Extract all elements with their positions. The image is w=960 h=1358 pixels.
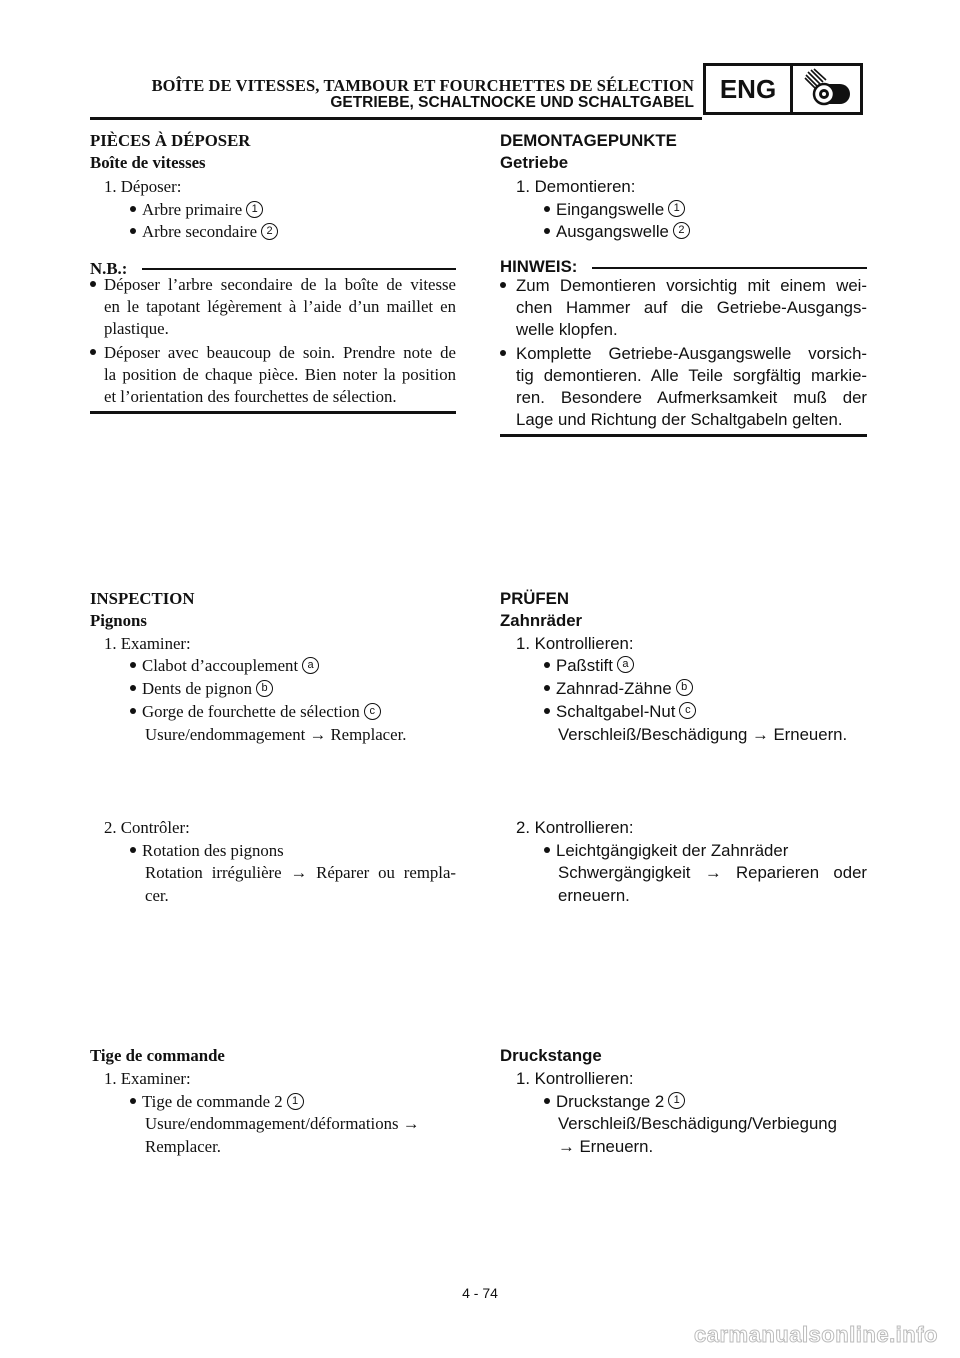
callout-b: b (256, 680, 273, 697)
de-rod-result-line-1: Verschleiß/Beschädigung/Verbiegung (558, 1114, 837, 1133)
watermark: carmanualsonline.info (694, 1322, 938, 1347)
de-rod-step-1: 1. Kontrollieren: (516, 1069, 634, 1088)
de-gears-heading: Zahnräder (500, 611, 583, 630)
de-note-1-line-1: Zum Demontieren vorsichtig mit einem wei- (516, 276, 867, 295)
de-insp-item-a: Paßstift a (544, 656, 634, 676)
de-insp-step-1: 1. Kontrollieren: (516, 634, 634, 653)
de-rod-result-line-2: → Erneuern. (558, 1137, 654, 1156)
de-step-1: 1. Demontieren: (516, 177, 636, 196)
fr-removal-heading: PIÈCES À DÉPOSER (90, 131, 251, 150)
fr-note-2-bullet (90, 343, 102, 363)
de-rod-heading: Druckstange (500, 1046, 602, 1065)
de-note-1-line-2: chen Hammer auf die Getriebe-Ausgangs- (516, 298, 867, 317)
fr-insp-item-b: Dents de pignon b (130, 679, 273, 699)
header-rule (90, 117, 702, 120)
fr-note-2-line-3: et l’orientation des fourchettes de sélection. (104, 387, 397, 406)
de-note-2-line-3: ren. Besondere Aufmerksamkeit muß der (516, 388, 867, 407)
de-note-2-line-4: Lage und Richtung der Schaltgabeln gelten. (516, 410, 843, 429)
de-note-label: HINWEIS: (500, 257, 578, 276)
de-rod-item: Druckstange 2 1 (544, 1092, 685, 1112)
fr-insp-result-2-line-1: Rotation irrégulière → Réparer ou rempla- (145, 863, 456, 882)
callout-c: c (364, 703, 381, 720)
fr-insp-result-2-line-2: cer. (145, 886, 169, 905)
fr-note-1-line-2: en le tapotant légèrement à l’aide d’un maillet en (104, 297, 456, 316)
callout-1: 1 (246, 201, 263, 218)
fr-note-rule (142, 268, 456, 270)
de-note-rule (592, 267, 867, 269)
fr-note-1-line-1: Déposer l’arbre secondaire de la boîte de vitesse (104, 275, 456, 294)
fr-item-primary: Arbre primaire 1 (130, 200, 263, 220)
fr-insp-item-a: Clabot d’accouplement a (130, 656, 319, 676)
de-gearbox-heading: Getriebe (500, 153, 569, 172)
fr-rod-result-line-2: Remplacer. (145, 1137, 221, 1156)
fr-insp-result-1: Usure/endommagement → Remplacer. (145, 725, 407, 744)
fr-insp-item-c: Gorge de fourchette de sélection c (130, 702, 381, 722)
callout-2: 2 (261, 223, 278, 240)
de-note-1-line-3: welle klopfen. (516, 320, 618, 339)
fr-note-2-line-1: Déposer avec beaucoup de soin. Prendre note de (104, 343, 456, 362)
callout-1: 1 (668, 200, 685, 217)
de-note-end-rule (500, 434, 867, 437)
de-insp-item-b: Zahnrad-Zähne b (544, 679, 693, 699)
de-item-primary: Eingangswelle 1 (544, 200, 685, 220)
de-insp-result-2-line-2: erneuern. (558, 886, 630, 905)
de-note-2-line-1: Komplette Getriebe-Ausgangswelle vorsich- (516, 344, 867, 363)
page-number: 4 - 74 (462, 1285, 498, 1301)
callout-a: a (617, 656, 634, 673)
fr-rod-heading: Tige de commande (90, 1046, 225, 1065)
de-insp-result-2-line-1: Schwergängigkeit → Reparieren oder (558, 863, 867, 882)
callout-a: a (302, 657, 319, 674)
callout-c: c (679, 702, 696, 719)
fr-note-1-line-3: plastique. (104, 319, 169, 338)
fr-insp-step-2: 2. Contrôler: (104, 818, 190, 837)
callout-b: b (676, 679, 693, 696)
de-insp-item-c: Schaltgabel-Nut c (544, 702, 696, 722)
fr-note-end-rule (90, 411, 456, 414)
fr-note-label: N.B.: (90, 259, 128, 278)
header-title-fr: BOÎTE DE VITESSES, TAMBOUR ET FOURCHETTES DE SÉLECTION (151, 76, 694, 95)
callout-1: 1 (287, 1093, 304, 1110)
de-insp-item-smoothness: Leichtgängigkeit der Zahnräder (544, 841, 788, 861)
de-inspection-heading: PRÜFEN (500, 589, 569, 608)
section-badge (703, 63, 863, 115)
fr-note-2-line-2: la position de chaque pièce. Bien noter la position (104, 365, 456, 384)
de-note-2-bullet (500, 344, 512, 364)
fr-rod-step-1: 1. Examiner: (104, 1069, 191, 1088)
fr-step-1: 1. Déposer: (104, 177, 182, 196)
fr-rod-item: Tige de commande 2 1 (130, 1092, 304, 1112)
de-item-secondary: Ausgangswelle 2 (544, 222, 690, 242)
fr-insp-step-1: 1. Examiner: (104, 634, 191, 653)
callout-2: 2 (673, 222, 690, 239)
fr-inspection-heading: INSPECTION (90, 589, 195, 608)
de-note-1-bullet (500, 276, 512, 296)
fr-rod-result-line-1: Usure/endommagement/déformations → (145, 1114, 420, 1133)
section-badge-label: ENG (706, 66, 793, 112)
fr-note-1-bullet (90, 275, 102, 295)
header-title-de: GETRIEBE, SCHALTNOCKE UND SCHALTGABEL (330, 94, 694, 111)
fr-gears-heading: Pignons (90, 611, 147, 630)
de-removal-heading: DEMONTAGEPUNKTE (500, 131, 677, 150)
fr-item-secondary: Arbre secondaire 2 (130, 222, 278, 242)
fr-insp-item-rotation: Rotation des pignons (130, 841, 284, 861)
callout-1: 1 (668, 1092, 685, 1109)
engine-gear-icon (790, 66, 860, 112)
fr-gearbox-heading: Boîte de vitesses (90, 153, 206, 172)
de-note-2-line-2: tig demontieren. Alle Teile sorgfältig markie- (516, 366, 867, 385)
de-insp-result-1: Verschleiß/Beschädigung → Erneuern. (558, 725, 848, 744)
de-insp-step-2: 2. Kontrollieren: (516, 818, 634, 837)
